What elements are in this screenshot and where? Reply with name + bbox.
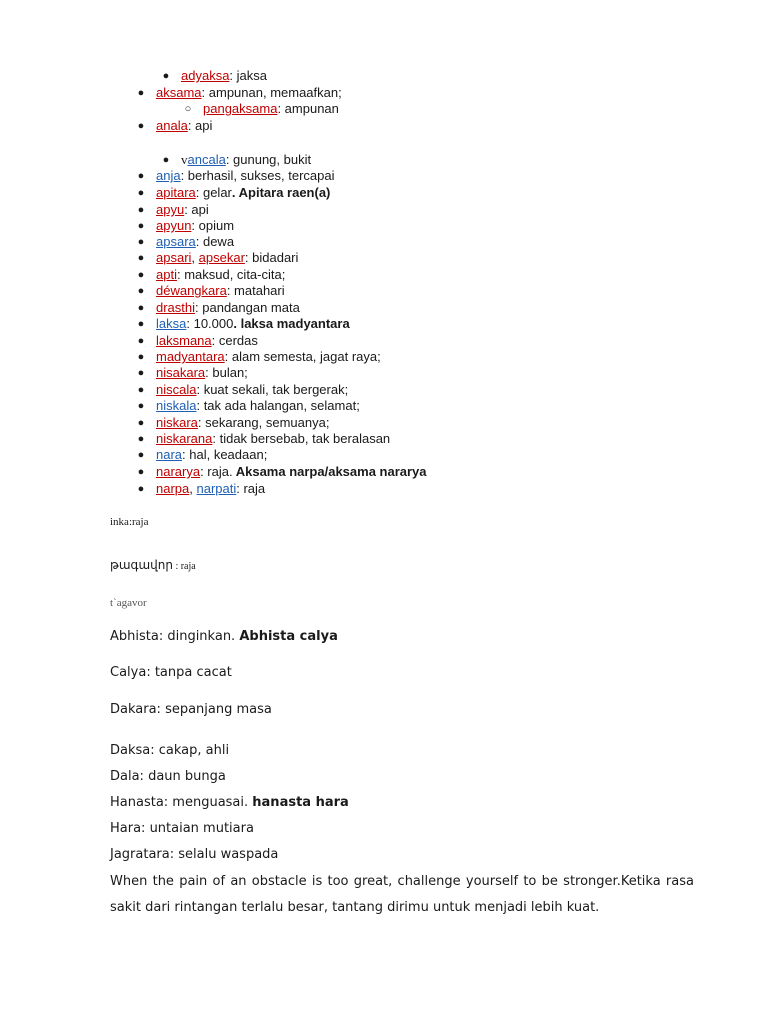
term-link[interactable]: narpa xyxy=(156,481,190,496)
term-link[interactable]: apyun xyxy=(156,218,192,233)
entry-line: Abhista: dinginkan. Abhista calya xyxy=(110,629,338,644)
list-item: ● niskara: sekarang, semuanya; xyxy=(137,415,330,430)
entry-line: Calya: tanpa cacat xyxy=(110,665,232,680)
list-item: ● niscala: kuat sekali, tak bergerak; xyxy=(137,382,349,397)
list-item: ● drasthi: pandangan mata xyxy=(137,300,300,315)
term-link[interactable]: drasthi xyxy=(156,300,196,315)
term-link[interactable]: niskarana xyxy=(156,431,213,446)
entry-line: Hara: untaian mutiara xyxy=(110,821,254,836)
term-link[interactable]: apsari xyxy=(156,250,192,265)
term-link[interactable]: madyantara xyxy=(156,349,225,364)
term-link[interactable]: apsara xyxy=(156,234,196,249)
entry-line: Dakara: sepanjang masa xyxy=(110,702,272,717)
entry-line: Hanasta: menguasai. hanasta hara xyxy=(110,795,349,810)
term-link[interactable]: laksmana xyxy=(156,333,212,348)
term-link[interactable]: niskala xyxy=(156,398,197,413)
inka-line: inka:raja xyxy=(110,516,149,528)
term-link[interactable]: nisakara xyxy=(156,365,206,380)
list-item: ● nararya: raja. Aksama narpa/aksama nararya xyxy=(137,464,427,479)
list-item: ● apitara: gelar. Apitara raen(a) xyxy=(137,185,331,200)
term-link[interactable]: déwangkara xyxy=(156,283,227,298)
term-link[interactable]: apsekar xyxy=(198,250,245,265)
list-item: ● apyu: api xyxy=(137,202,209,217)
term-link[interactable]: adyaksa xyxy=(181,68,230,83)
term-link[interactable]: apitara xyxy=(156,185,196,200)
list-item: ● anala: api xyxy=(137,118,213,133)
list-item: ● apti: maksud, cita-cita; xyxy=(137,267,286,282)
entry-line: Jagratara: selalu waspada xyxy=(110,847,279,862)
list-item: ● niskala: tak ada halangan, selamat; xyxy=(137,398,360,413)
armenian-line: թագավոր : raja xyxy=(110,558,196,572)
list-item: ● laksa: 10.000. laksa madyantara xyxy=(137,316,350,331)
list-item: ● vancala: gunung, bukit xyxy=(162,152,312,167)
term-link[interactable]: apyu xyxy=(156,202,185,217)
list-item: ● apsara: dewa xyxy=(137,234,235,249)
list-item: ● madyantara: alam semesta, jagat raya; xyxy=(137,349,381,364)
term-link[interactable]: nararya xyxy=(156,464,201,479)
term-link[interactable]: ancala xyxy=(187,152,226,167)
list-item: ● laksmana: cerdas xyxy=(137,333,258,348)
transliteration: t`agavor xyxy=(110,597,147,609)
term-link[interactable]: pangaksama xyxy=(203,101,278,116)
list-item: ● niskarana: tidak bersebab, tak beralasan xyxy=(137,431,391,446)
list-item: ● nara: hal, keadaan; xyxy=(137,447,268,462)
list-item: ● nisakara: bulan; xyxy=(137,365,248,380)
list-item: ● anja: berhasil, sukses, tercapai xyxy=(137,168,335,183)
term-link[interactable]: niscala xyxy=(156,382,197,397)
term-link[interactable]: laksa xyxy=(156,316,187,331)
list-item: ● adyaksa: jaksa xyxy=(162,68,267,83)
list-item: ○ pangaksama: ampunan xyxy=(184,101,339,116)
list-item: ● narpa, narpati: raja xyxy=(137,481,266,496)
term-link[interactable]: apti xyxy=(156,267,177,282)
term-link[interactable]: niskara xyxy=(156,415,198,430)
term-link[interactable]: narpati xyxy=(196,481,237,496)
list-item: ● apyun: opium xyxy=(137,218,235,233)
quote-paragraph: When the pain of an obstacle is too great, challenge yourself to be stronger.Ketika rasa sakit dari rintangan terlalu besar, tantang dirimu untuk menjadi lebih kuat. xyxy=(110,874,694,915)
entry-line: Dala: daun bunga xyxy=(110,769,226,784)
list-item: ● apsari, apsekar: bidadari xyxy=(137,250,299,265)
term-link[interactable]: aksama xyxy=(156,85,202,100)
term-link[interactable]: anja xyxy=(156,168,181,183)
list-item: ● aksama: ampunan, memaafkan; xyxy=(137,85,342,100)
term-link[interactable]: nara xyxy=(156,447,183,462)
term-link[interactable]: anala xyxy=(156,118,188,133)
list-item: ● déwangkara: matahari xyxy=(137,283,285,298)
entry-line: Daksa: cakap, ahli xyxy=(110,743,230,758)
